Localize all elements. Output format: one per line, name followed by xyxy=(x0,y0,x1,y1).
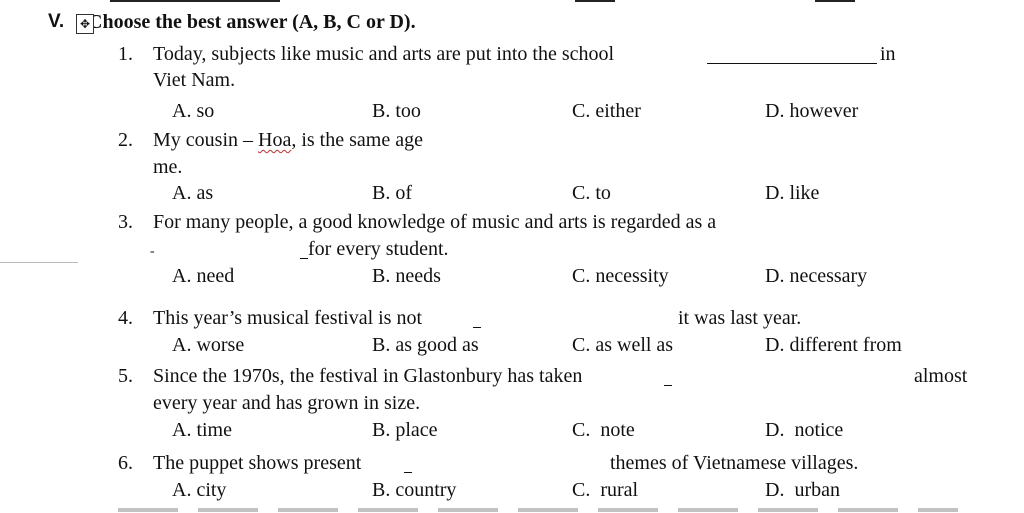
section-label: V. xyxy=(48,11,65,32)
question-number: 2. xyxy=(118,129,133,151)
question-text: it was last year. xyxy=(678,307,802,329)
option-b[interactable]: B. as good as xyxy=(372,334,479,356)
blank-dash: - xyxy=(150,244,155,259)
name-hoa: Hoa xyxy=(258,129,292,151)
faint-rule xyxy=(0,262,78,263)
answer-blank[interactable] xyxy=(707,63,877,64)
option-a[interactable]: A. worse xyxy=(172,334,245,356)
option-b[interactable]: B. country xyxy=(372,479,457,501)
option-b[interactable]: B. too xyxy=(372,100,421,122)
question-text: every year and has grown in size. xyxy=(153,392,421,414)
option-b[interactable]: B. needs xyxy=(372,265,441,287)
option-d[interactable]: D. different from xyxy=(765,334,902,356)
move-anchor-icon[interactable]: ✥ xyxy=(76,14,94,34)
question-number: 4. xyxy=(118,307,133,329)
answer-blank[interactable] xyxy=(664,385,672,386)
top-border-segment xyxy=(110,0,280,2)
question-text: for every student. xyxy=(308,238,449,260)
option-c[interactable]: C. either xyxy=(572,100,641,122)
question-text: This year’s musical festival is not xyxy=(153,307,423,329)
question-text: For many people, a good knowledge of music and arts is regarded as a xyxy=(153,211,717,233)
answer-blank[interactable] xyxy=(300,258,308,259)
answer-blank[interactable] xyxy=(473,327,481,328)
option-a[interactable]: A. so xyxy=(172,100,215,122)
option-d[interactable]: D. urban xyxy=(765,479,840,501)
question-number: 1. xyxy=(118,43,133,65)
question-text-part: My cousin – xyxy=(153,129,258,151)
section-title-text: hoose the best answer (A, B, C or D). xyxy=(102,11,416,33)
question-number: 5. xyxy=(118,365,133,387)
option-c[interactable]: C. necessity xyxy=(572,265,669,287)
answer-blank[interactable] xyxy=(404,472,412,473)
top-border-segment xyxy=(815,0,855,2)
question-number: 3. xyxy=(118,211,133,233)
question-number: 6. xyxy=(118,452,133,474)
option-a[interactable]: A. need xyxy=(172,265,235,287)
option-d[interactable]: D. notice xyxy=(765,419,844,441)
option-d[interactable]: D. however xyxy=(765,100,859,122)
section-title-initial: C xyxy=(88,11,103,33)
question-text: in xyxy=(880,43,896,65)
question-text: almost xyxy=(914,365,968,387)
option-a[interactable]: A. as xyxy=(172,182,214,204)
option-d[interactable]: D. necessary xyxy=(765,265,868,287)
option-a[interactable]: A. city xyxy=(172,479,227,501)
question-text: The puppet shows present xyxy=(153,452,362,474)
question-text-part: , is the same age xyxy=(291,129,423,151)
question-text: themes of Vietnamese villages. xyxy=(610,452,859,474)
question-text xyxy=(153,130,423,150)
option-b[interactable]: B. of xyxy=(372,182,412,204)
question-text: Since the 1970s, the festival in Glastonbury has taken xyxy=(153,365,583,387)
option-d[interactable]: D. like xyxy=(765,182,820,204)
option-c[interactable]: C. rural xyxy=(572,479,639,501)
section-title xyxy=(88,12,416,32)
question-text: Viet Nam. xyxy=(153,69,236,91)
option-c[interactable]: C. note xyxy=(572,419,635,441)
question-text: Today, subjects like music and arts are put into the school xyxy=(153,43,615,65)
top-border-segment xyxy=(575,0,615,2)
question-text: me. xyxy=(153,156,183,178)
cropped-next-line xyxy=(118,508,958,512)
option-c[interactable]: C. as well as xyxy=(572,334,674,356)
option-a[interactable]: A. time xyxy=(172,419,232,441)
option-c[interactable]: C. to xyxy=(572,182,611,204)
option-b[interactable]: B. place xyxy=(372,419,438,441)
